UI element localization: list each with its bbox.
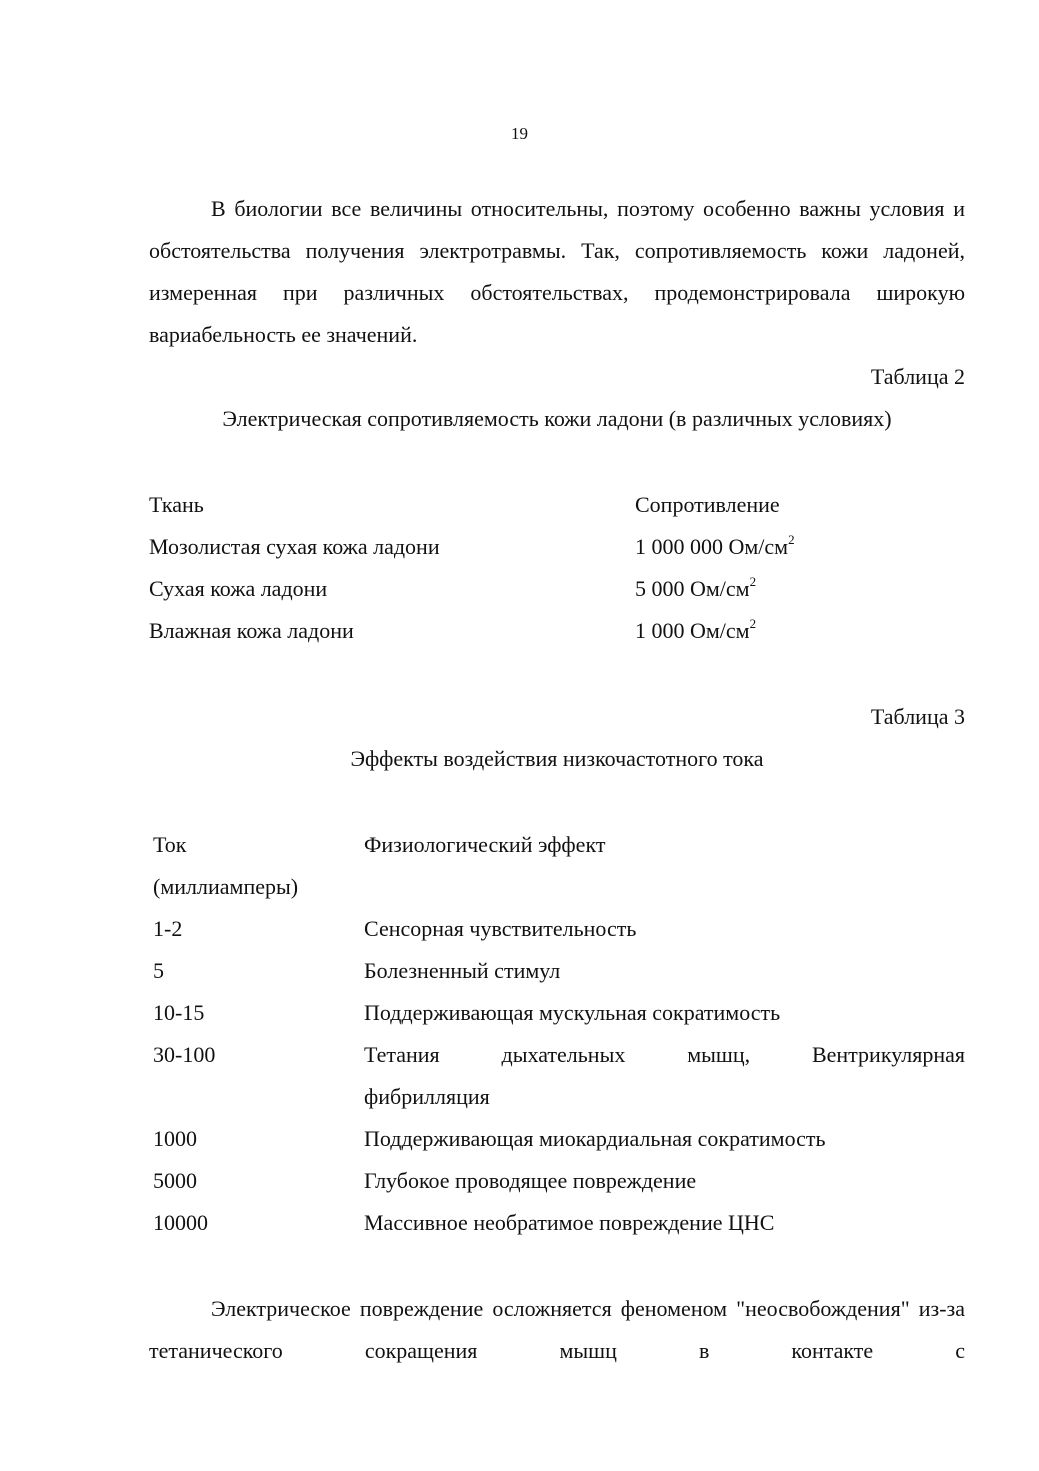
- table3-effect: Поддерживающая миокардиальная сократимость: [364, 1126, 826, 1151]
- table2-tissue: Сухая кожа ладони: [149, 576, 328, 601]
- table-row: [153, 992, 965, 1034]
- table2-title: Электрическая сопротивляемость кожи ладони (в различных условиях): [222, 406, 892, 431]
- table3-effect: Массивное необратимое повреждение ЦНС: [364, 1210, 775, 1235]
- table3-current: 5: [153, 958, 164, 983]
- table-row: [149, 568, 795, 610]
- table2-header-tissue: Ткань: [149, 492, 204, 517]
- table2-number: Таблица 2: [870, 364, 965, 389]
- table3-header-effect: Физиологический эффект: [364, 832, 606, 857]
- table3: [153, 824, 965, 1244]
- table3-number: Таблица 3: [870, 704, 965, 729]
- table-row: [149, 610, 795, 652]
- table-row: [153, 1034, 965, 1118]
- table-header-row: [153, 824, 965, 908]
- table2-tissue: Влажная кожа ладони: [149, 618, 354, 643]
- table-row: [153, 1202, 965, 1244]
- table3-current: 10-15: [153, 1000, 205, 1025]
- table3-current: 1-2: [153, 916, 183, 941]
- table-row: [149, 526, 795, 568]
- table3-current: 5000: [153, 1168, 197, 1193]
- table3-effect: Сенсорная чувствительность: [364, 916, 637, 941]
- table3-effect: Болезненный стимул: [364, 958, 561, 983]
- table-row: [153, 908, 965, 950]
- table-row: [153, 950, 965, 992]
- table3-effect: Поддерживающая мускульная сократимость: [364, 1000, 781, 1025]
- table2-header-resistance: Сопротивление: [635, 492, 780, 517]
- table2-value: 5 000 $Ом/см^2$: [635, 573, 757, 601]
- table3-effect: Тетания дыхательных мышц, Вентрикулярная фибрилляция: [364, 1042, 965, 1109]
- table3-current: 30-100: [153, 1042, 216, 1067]
- table3-title: Эффекты воздействия низкочастотного тока: [350, 746, 764, 771]
- page-number: 19: [511, 124, 528, 143]
- table2-value: 1 000 000 $Ом/см^2$: [635, 531, 795, 559]
- table2: [149, 484, 795, 652]
- table-row: [153, 1160, 965, 1202]
- paragraph-electrical-injury: Электрическое повреждение осложняется феноменом "неосвобождения" из-за тетанического сокращения мышц в контакте с: [149, 1296, 965, 1363]
- paragraph-intro: В биологии все величины относительны, поэтому особенно важны условия и обстоятельства получения электротравмы. Так, сопротивляемость кожи ладоней, измеренная при различных обстоятельствах, продемонстрировала широкую вариабельность ее значений.: [149, 196, 965, 347]
- table-row: [153, 1118, 965, 1160]
- table3-current: 1000: [153, 1126, 197, 1151]
- table2-value: 1 000 $Ом/см^2$: [635, 615, 757, 643]
- table3-current: 10000: [153, 1210, 208, 1235]
- table3-header-current: Ток (миллиамперы): [153, 832, 299, 899]
- table3-effect: Глубокое проводящее повреждение: [364, 1168, 697, 1193]
- page-content: [149, 188, 965, 1372]
- table2-tissue: Мозолистая сухая кожа ладони: [149, 534, 440, 559]
- table-header-row: [149, 484, 795, 526]
